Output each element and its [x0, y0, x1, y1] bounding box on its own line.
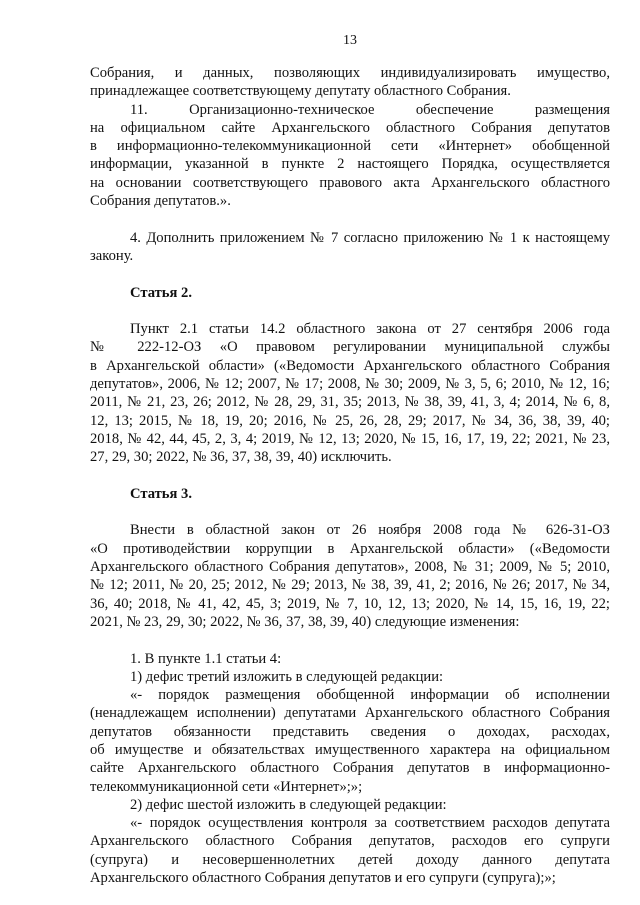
text-line: депутатов», 2006, № 12; 2007, № 17; 2008, № 30; 2009, № 3, 5, 6; 2010, № 12, 16;	[90, 376, 610, 393]
text-line: Архангельского областного Собрания депутатов, расходов его супруги	[90, 833, 610, 850]
paragraph-point-1	[90, 650, 610, 668]
text-line: 1) дефис третий изложить в следующей редакции:	[130, 668, 444, 685]
text-line: в Архангельской области» («Ведомости Архангельского областного Собрания	[90, 357, 610, 374]
article-heading: Статья 3.	[130, 485, 192, 502]
text-line: информации, указанной в пункте 2 настоящего Порядка, осуществляется	[90, 156, 610, 173]
text-line: на официальном сайте Архангельского областного Собрания депутатов	[90, 119, 610, 136]
paragraph-continuation	[90, 64, 610, 101]
paragraph-article-2	[90, 320, 610, 466]
paragraph-article-3	[90, 521, 610, 631]
page-number: 13	[343, 33, 357, 48]
text-line: 11. Организационно-техническое обеспечение размещения	[130, 101, 610, 118]
text-line: «О противодействии коррупции в Архангельской области» («Ведомости	[90, 540, 610, 557]
text-line: 2018, № 42, 44, 45, 2, 3, 4; 2019, № 12, 13; 2020, № 15, 16, 17, 19, 22; 2021, № 23,	[90, 430, 610, 447]
text-line: 27, 29, 30; 2022, № 36, 37, 38, 39, 40) исключить.	[90, 449, 392, 466]
text-line: в информационно-телекоммуникационной сети «Интернет» обобщенной	[90, 138, 610, 155]
text-line: 1. В пункте 1.1 статьи 4:	[130, 650, 282, 667]
paragraph-item-4	[90, 229, 610, 266]
text-line: № 12; 2011, № 20, 25; 2012, № 29; 2013, № 38, 39, 41, 2; 2016, № 26; 2017, № 34,	[90, 577, 610, 594]
paragraph-item-11	[90, 101, 610, 211]
text-line: телекоммуникационной сети «Интернет»;»;	[90, 778, 363, 795]
document-page	[90, 32, 610, 887]
text-line: 4. Дополнить приложением № 7 согласно приложению № 1 к настоящему	[130, 229, 610, 246]
text-line: Пункт 2.1 статьи 14.2 областного закона от 27 сентября 2006 года	[130, 321, 610, 338]
text-line: 2021, № 23, 29, 30; 2022, № 36, 37, 38, 39, 40) следующие изменения:	[90, 613, 520, 630]
text-line: № 222-12-ОЗ «О правовом регулировании муниципальной службы	[90, 339, 610, 356]
text-line: 2011, № 21, 23, 26; 2012, № 28, 29, 31, 35; 2013, № 38, 39, 41, 3, 4; 2014, № 6, 8,	[90, 394, 610, 411]
text-line: Архангельского областного Собрания депутатов и его супруги (супруга);»;	[90, 870, 556, 887]
text-line: Собрания, и данных, позволяющих индивидуализировать имущество,	[90, 65, 610, 81]
paragraph-subpoint-1	[90, 668, 610, 686]
text-line: сайте Архангельского областного Собрания депутатов в информационно-	[90, 760, 610, 777]
text-line: «- порядок размещения обобщенной информации об исполнении	[130, 687, 610, 704]
text-line: 12, 13; 2015, № 18, 19, 20; 2016, № 25, 26, 28, 29; 2017, № 34, 36, 38, 39, 40;	[90, 412, 610, 429]
text-line: (ненадлежащем исполнении) депутатами Архангельского областного Собрания	[90, 705, 610, 722]
text-line: (супруга) и несовершеннолетних детей доходу данного депутата	[90, 851, 610, 868]
text-line: закону.	[90, 247, 134, 264]
text-line: 36, 40; 2018, № 41, 42, 45, 3; 2019, № 7, 10, 12, 13; 2020, № 14, 15, 16, 19, 22;	[90, 595, 610, 612]
text-line: принадлежащее соответствующему депутату областного Собрания.	[90, 83, 511, 100]
text-line: депутатов обязанности представить сведения о доходах, расходах,	[90, 723, 610, 740]
text-line: «- порядок осуществления контроля за соответствием расходов депутата	[130, 815, 610, 832]
paragraph-subpoint-2	[90, 796, 610, 814]
paragraph-quote-2	[90, 814, 610, 887]
text-line: Собрания депутатов.».	[90, 193, 231, 210]
text-line: на основании соответствующего правового акта Архангельского областного	[90, 174, 610, 191]
article-heading: Статья 2.	[130, 284, 192, 301]
text-line: Внести в областной закон от 26 ноября 2008 года № 626-31-ОЗ	[130, 522, 610, 539]
text-line: об имуществе и обязательствах имущественного характера на официальном	[90, 741, 610, 758]
text-line: Архангельского областного Собрания депутатов», 2008, № 31; 2009, № 5; 2010,	[90, 559, 610, 576]
paragraph-quote-1	[90, 686, 610, 796]
text-line: 2) дефис шестой изложить в следующей редакции:	[130, 796, 447, 813]
